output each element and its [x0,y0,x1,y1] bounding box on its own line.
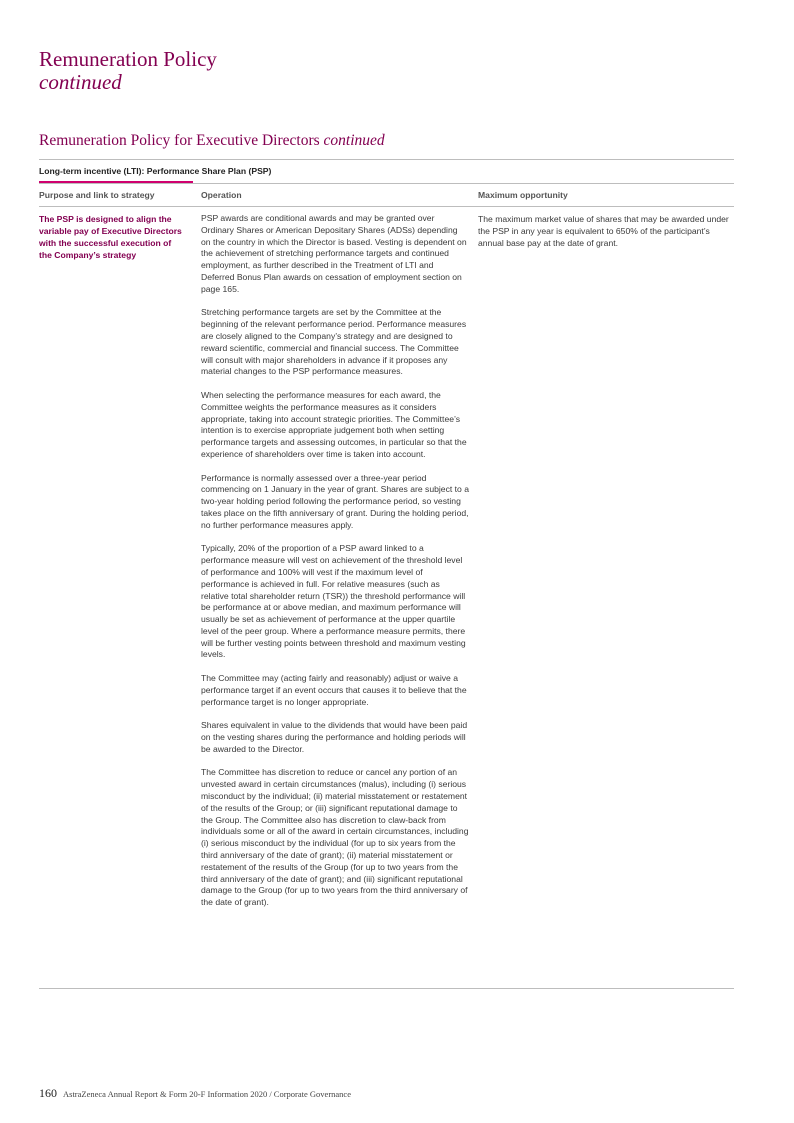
page-title-block [39,48,217,94]
table-bottom-divider [39,988,734,989]
section-heading [39,132,385,150]
column-header-operation: Operation [201,190,242,200]
column-header-purpose: Purpose and link to strategy [39,190,155,200]
table-title: Long-term incentive (LTI): Performance Share Plan (PSP) [39,166,272,176]
page-footer [39,1084,351,1102]
table-title-divider [39,183,734,184]
header-divider [39,206,734,207]
operation-paragraph: When selecting the performance measures for each award, the Committee weights the performance measures as it considers appropriate, taking into account strategic priorities. The Committee’s intention is to exercise appropriate judgement both when setting performance targets and assessing outcomes, in particular so that the experience of shareholders over time is taken into account. [201,389,467,459]
section-divider [39,159,734,160]
operation-paragraph: Typically, 20% of the proportion of a PSP award linked to a performance measure will vest on achievement of the threshold level of performance and 100% will vest if the maximum level of performance is achieved in full. For relative measures (such as relative total shareholder return (TSR)) the threshold performance will be performance at or above median, and maximum performance will usually be set as achievement of performance at the upper quartile level of the peer group. Where a performance measure permits, there will be further vesting points between threshold and maximum vesting levels. [201,543,466,660]
operation-paragraph: The Committee may (acting fairly and reasonably) adjust or waive a performance target if an event occurs that causes it to believe that the performance target is no longer appropriate. [201,673,467,707]
operation-paragraph: Stretching performance targets are set by the Committee at the beginning of the relevant performance period. Performance measures are closely aligned to the Company’s strategy and are designed to reward scientific, commercial and financial success. The Committee will consult with major shareholders in advance if it proposes any material changes to the PSP performance measures. [201,307,467,377]
maximum-opportunity-cell: The maximum market value of shares that may be awarded under the PSP in any year is equivalent to 650% of the participant’s annual base pay at the date of grant. [478,214,729,249]
operation-paragraph: Shares equivalent in value to the dividends that would have been paid on the vesting shares during the performance and holding periods will be awarded to the Director. [201,720,468,754]
purpose-cell: The PSP is designed to align the variable pay of Executive Directors with the successful execution of the Company’s strategy [39,214,182,261]
section-heading-text: Remuneration Policy for Executive Directors [39,132,320,149]
operation-cell [201,213,469,921]
section-heading-continued: continued [323,132,385,149]
footer-publication: AstraZeneca Annual Report & Form 20-F Information 2020 / Corporate Governance [63,1089,351,1099]
operation-paragraph: Performance is normally assessed over a three-year period commencing on 1 January in the year of grant. Shares are subject to a two-year holding period following the performance period, so vesting takes place on the fifth anniversary of grant. During the holding period, no further performance measures apply. [201,472,469,530]
column-header-maximum: Maximum opportunity [478,190,568,200]
page-title-continued: continued [39,70,122,94]
page-number: 160 [39,1086,57,1100]
operation-paragraph: The Committee has discretion to reduce or cancel any portion of an unvested award in certain circumstances (malus), including (i) serious misconduct by the individual; (ii) material misstatement or restatement of the results of the Group; or (iii) significant reputational damage to the Group. The Committee also has discretion to claw-back from individuals some or all of the award in certain circumstances, including (i) serious misconduct by the individual (for up to six years from the third anniversary of the date of grant); (ii) material misstatement or restatement of the results of the Group (for up to two years from the third anniversary of the date of grant); and (iii) significant reputational damage to the Group (for up to two years from the third anniversary of the date of grant). [201,767,469,908]
operation-paragraph: PSP awards are conditional awards and may be granted over Ordinary Shares or American Depositary Shares (ADSs) depending on the country in which the Director is based. Vesting is dependent on the achievement of stretching performance targets and continued employment, as further described in the Treatment of LTI and Deferred Bonus Plan awards on cessation of employment section on page 165. [201,213,467,294]
page-title: Remuneration Policy [39,47,217,71]
